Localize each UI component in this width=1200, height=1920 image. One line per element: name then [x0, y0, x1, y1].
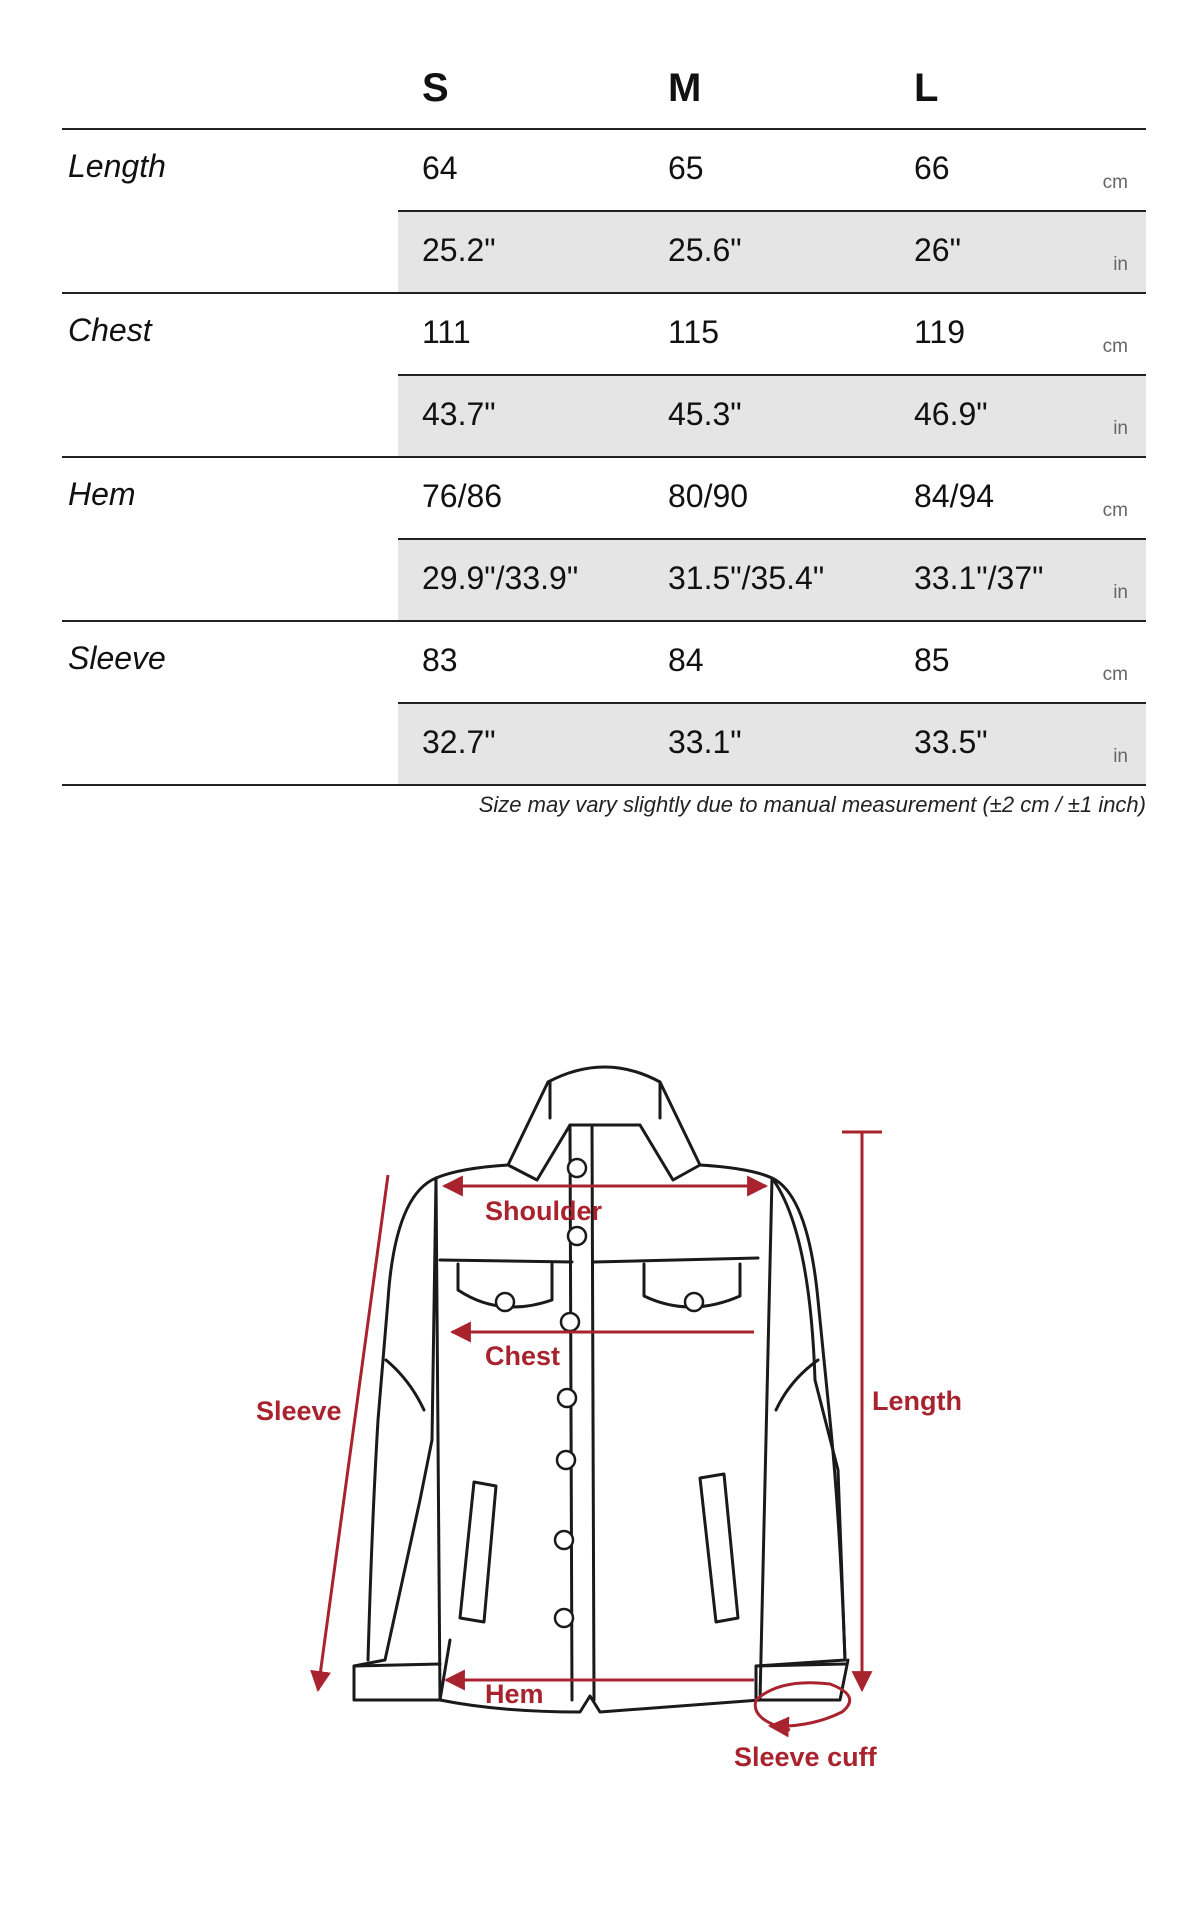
value-cell: 65 [668, 150, 704, 186]
unit-label: in [1113, 418, 1128, 439]
value-cell: 66 [914, 150, 950, 186]
measurement-label: Hem [68, 476, 136, 512]
chest-label: Chest [485, 1341, 561, 1371]
unit-label: in [1113, 582, 1128, 603]
unit-label: cm [1102, 336, 1128, 357]
value-cell: 29.9"/33.9" [422, 560, 579, 596]
value-cell: 33.1" [668, 724, 742, 760]
cm-row [62, 130, 1146, 210]
sleeve-label: Sleeve [256, 1396, 342, 1426]
value-cell: 80/90 [668, 478, 749, 514]
value-cell: 83 [422, 642, 458, 678]
value-cell: 84 [668, 642, 704, 678]
measurement-group-hem [62, 458, 1146, 622]
value-cell: 32.7" [422, 724, 496, 760]
value-cell: 76/86 [422, 478, 503, 514]
value-cell: 85 [914, 642, 950, 678]
value-cell: 84/94 [914, 478, 995, 514]
value-cell: 64 [422, 150, 458, 186]
value-cell: 25.2" [422, 232, 496, 268]
unit-label: cm [1102, 664, 1128, 685]
sleeve-cuff-label: Sleeve cuff [734, 1742, 877, 1772]
cm-row [62, 622, 1146, 702]
length-label: Length [872, 1386, 962, 1416]
jacket-outline-icon [0, 1000, 1200, 1800]
value-cell: 25.6" [668, 232, 742, 268]
inch-row [398, 538, 1146, 620]
value-cell: 31.5"/35.4" [668, 560, 825, 596]
shoulder-label: Shoulder [485, 1196, 603, 1226]
measurement-group-sleeve [62, 622, 1146, 786]
size-chart-table [62, 40, 1146, 786]
inch-row [398, 374, 1146, 456]
measurement-group-chest [62, 294, 1146, 458]
value-cell: 46.9" [914, 396, 988, 432]
size-s-header: S [422, 66, 449, 110]
measurement-label: Length [68, 148, 166, 184]
size-l-header: L [914, 66, 939, 110]
value-cell: 115 [668, 314, 720, 350]
measurement-label: Sleeve [68, 640, 166, 676]
cm-row [62, 458, 1146, 538]
value-cell: 26" [914, 232, 961, 268]
measurement-note: Size may vary slightly due to manual measurement (±2 cm / ±1 inch) [478, 792, 1146, 817]
value-cell: 33.5" [914, 724, 988, 760]
measurement-label: Chest [68, 312, 152, 348]
unit-label: cm [1102, 500, 1128, 521]
value-cell: 33.1"/37" [914, 560, 1044, 596]
inch-row [398, 702, 1146, 784]
measurement-group-length [62, 130, 1146, 294]
value-cell: 111 [422, 314, 471, 350]
jacket-diagram [0, 1000, 1200, 1800]
value-cell: 119 [914, 314, 966, 350]
size-header-row [62, 40, 1146, 130]
hem-label: Hem [485, 1679, 544, 1709]
inch-row [398, 210, 1146, 292]
cm-row [62, 294, 1146, 374]
unit-label: cm [1102, 172, 1128, 193]
unit-label: in [1113, 254, 1128, 275]
sleeve-cuff-arrow [755, 1683, 849, 1730]
size-m-header: M [668, 66, 702, 110]
unit-label: in [1113, 746, 1128, 767]
value-cell: 43.7" [422, 396, 496, 432]
value-cell: 45.3" [668, 396, 742, 432]
